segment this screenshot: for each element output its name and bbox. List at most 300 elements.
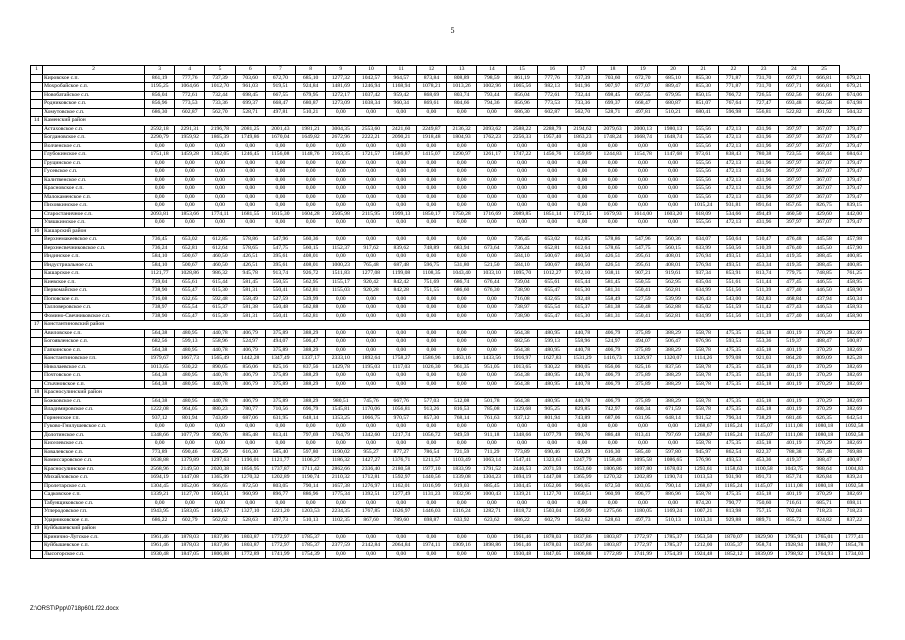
row-number (31, 142, 43, 151)
value-cell: 446,55 (809, 278, 839, 287)
value-cell: 0,00 (598, 185, 628, 194)
value-cell: 558,49 (598, 295, 628, 304)
value-cell: 550,56 (718, 244, 748, 253)
value-cell: 1032,96 (447, 491, 477, 500)
value-cell: 2115,95 (356, 210, 386, 219)
value-cell: 1785,37 (296, 533, 326, 542)
value-cell: 475,35 (718, 440, 748, 449)
value-cell: 521,50 (477, 261, 507, 270)
value-cell: 666,81 (809, 83, 839, 92)
value-cell: 1246,45 (235, 151, 265, 160)
value-cell: 631,95 (265, 414, 295, 423)
value-cell: 1803,87 (235, 533, 265, 542)
value-cell: 2553,60 (356, 125, 386, 134)
value-cell: 1272,17 (326, 91, 356, 100)
value-cell: 1365,99 (205, 474, 235, 483)
value-cell: 736,24 (507, 244, 537, 253)
value-cell: 1012,27 (537, 270, 567, 279)
value-cell: 562,81 (296, 312, 326, 321)
value-cell: 0,00 (447, 304, 477, 313)
value-cell: 793,44 (477, 91, 507, 100)
value-cell: 0,00 (265, 142, 295, 151)
value-cell: 0,00 (356, 346, 386, 355)
value-cell: 576,96 (688, 457, 718, 466)
value-cell: 1247,79 (567, 457, 597, 466)
value-cell: 1627,83 (537, 355, 567, 364)
value-cell: 0,00 (537, 219, 567, 228)
value-cell: 632,65 (175, 295, 205, 304)
row-number (31, 134, 43, 143)
value-cell: 1459,28 (175, 151, 205, 160)
row-number (31, 508, 43, 517)
value-cell: 0,00 (296, 159, 326, 168)
table-row (31, 499, 870, 508)
header-cell: 5 (205, 66, 235, 75)
value-cell: 494,49 (749, 210, 779, 219)
value-cell: 642,54 (839, 414, 869, 423)
settlement-name: Горненское г.п. (43, 414, 145, 423)
value-cell: 1668,74 (628, 134, 658, 143)
value-cell: 857,65 (779, 202, 809, 211)
section-title: Константиновский район (43, 321, 870, 330)
value-cell: 550,41 (628, 312, 658, 321)
value-cell: 1853,66 (175, 210, 205, 219)
value-cell: 716,61 (779, 499, 809, 508)
value-cell: 666,81 (809, 74, 839, 83)
value-cell: 680,41 (688, 108, 718, 117)
value-cell: 388,29 (658, 397, 688, 406)
table-row (31, 83, 870, 92)
value-cell: 2001,43 (265, 125, 295, 134)
value-cell: 1297,63 (205, 457, 235, 466)
value-cell: 773,89 (145, 448, 175, 457)
value-cell: 697,71 (779, 83, 809, 92)
value-cell: 1320,07 (658, 355, 688, 364)
header-cell: 6 (235, 66, 265, 75)
value-cell: 751,69 (416, 278, 446, 287)
value-cell: 1012,70 (205, 83, 235, 92)
table-row (31, 91, 870, 100)
value-cell: 891,64 (749, 202, 779, 211)
value-cell: 440,78 (205, 329, 235, 338)
value-cell: 988,64 (809, 465, 839, 474)
header-cell: 16 (537, 66, 567, 75)
value-cell: 480,95 (537, 380, 567, 389)
value-cell: 773,53 (537, 100, 567, 109)
value-cell: 550,41 (265, 287, 295, 296)
value-cell: 739,04 (145, 278, 175, 287)
value-cell: 761,63 (477, 414, 507, 423)
table-row (31, 338, 870, 347)
value-cell: 0,00 (598, 168, 628, 177)
value-cell: 0,00 (447, 295, 477, 304)
value-cell: 1190,02 (326, 448, 356, 457)
value-cell: 0,00 (507, 219, 537, 228)
value-cell: 937,12 (507, 414, 537, 423)
value-cell: 711,29 (477, 448, 507, 457)
settlement-name: Киевское с.п. (43, 278, 145, 287)
value-cell: 1777,41 (839, 533, 869, 542)
value-cell: 500,67 (175, 253, 205, 262)
value-cell: 1043,75 (779, 465, 809, 474)
value-cell: 0,00 (326, 550, 356, 559)
value-cell: 0,00 (507, 193, 537, 202)
value-cell: 945,97 (688, 448, 718, 457)
value-cell: 1050,51 (205, 491, 235, 500)
value-cell: 370,29 (809, 440, 839, 449)
value-cell: 1156,08 (265, 151, 295, 160)
row-number (31, 431, 43, 440)
header-cell: 24 (779, 66, 809, 75)
value-cell: 556,81 (749, 108, 779, 117)
value-cell: 0,00 (296, 202, 326, 211)
value-cell: 0,00 (416, 423, 446, 432)
value-cell: 768,14 (447, 414, 477, 423)
value-cell: 524,97 (235, 338, 265, 347)
settlement-name: Поповское с.п. (43, 295, 145, 304)
row-number (31, 440, 43, 449)
value-cell: 431,96 (749, 125, 779, 134)
value-cell: 0,00 (145, 219, 175, 228)
value-cell: 891,73 (749, 474, 779, 483)
value-cell: 0,00 (477, 423, 507, 432)
value-cell: 1000,23 (326, 261, 356, 270)
value-cell: 941,96 (567, 83, 597, 92)
value-cell: 426,51 (235, 253, 265, 262)
value-cell: 528,63 (598, 516, 628, 525)
value-cell: 1261,17 (477, 151, 507, 160)
value-cell: 0,00 (326, 168, 356, 177)
settlement-name: Новобатайское с.п. (43, 91, 145, 100)
value-cell: 1326,97 (628, 355, 658, 364)
settlement-name: Лысогорское с.п. (43, 550, 145, 559)
header-cell: 23 (749, 66, 779, 75)
settlement-name: Богоявленское с.п. (43, 338, 145, 347)
value-cell: 816,53 (447, 406, 477, 415)
value-cell: 458,95 (839, 278, 869, 287)
value-cell: 445,50 (809, 244, 839, 253)
value-cell: 864,20 (779, 355, 809, 364)
row-number (31, 304, 43, 313)
value-cell: 655,54 (537, 304, 567, 313)
value-cell: 1376,71 (386, 457, 416, 466)
header-cell: 20 (658, 66, 688, 75)
value-cell: 1221,20 (265, 508, 295, 517)
value-cell: 771,87 (718, 83, 748, 92)
value-cell: 504,32 (839, 108, 869, 117)
value-cell: 1028,86 (175, 270, 205, 279)
value-cell: 2020,38 (205, 465, 235, 474)
value-cell: 2505,98 (326, 210, 356, 219)
value-cell: 0,00 (447, 338, 477, 347)
value-cell: 0,00 (235, 499, 265, 508)
value-cell: 1772,97 (265, 533, 295, 542)
value-cell: 2093,62 (477, 125, 507, 134)
value-cell: 0,00 (416, 142, 446, 151)
value-cell: 597,80 (658, 448, 688, 457)
value-cell: 1199,08 (386, 270, 416, 279)
value-cell: 980,51 (326, 397, 356, 406)
value-cell: 1839,09 (749, 550, 779, 559)
value-cell: 558,78 (688, 346, 718, 355)
value-cell: 1803,87 (235, 542, 265, 551)
value-cell: 576,94 (688, 253, 718, 262)
value-cell: 0,00 (447, 202, 477, 211)
settlement-name: Куйбышевское с.п. (43, 542, 145, 551)
value-cell: 743,89 (205, 414, 235, 423)
value-cell: 1052,06 (537, 482, 567, 491)
settlement-name: Красносулинское г.п. (43, 465, 145, 474)
value-cell: 986,32 (205, 270, 235, 279)
value-cell: 2079,63 (598, 125, 628, 134)
value-cell: 648,14 (296, 414, 326, 423)
value-cell: 472,13 (718, 159, 748, 168)
value-cell: 0,00 (326, 380, 356, 389)
value-cell: 2288,79 (537, 125, 567, 134)
value-cell: 615,37 (205, 304, 235, 313)
value-cell: 375,89 (265, 329, 295, 338)
value-cell: 475,35 (718, 380, 748, 389)
value-cell: 476,40 (779, 244, 809, 253)
value-cell: 679,95 (658, 91, 688, 100)
row-number (31, 193, 43, 202)
section-row (31, 389, 870, 398)
value-cell: 1162,01 (386, 482, 416, 491)
value-cell: 453,34 (749, 261, 779, 270)
value-cell: 0,00 (416, 193, 446, 202)
value-cell: 1586,87 (386, 151, 416, 160)
value-cell: 0,00 (447, 168, 477, 177)
value-cell: 960,34 (386, 100, 416, 109)
value-cell: 564,38 (145, 329, 175, 338)
value-cell: 0,00 (326, 499, 356, 508)
table-row (31, 125, 870, 134)
value-cell: 1762,23 (477, 134, 507, 143)
value-cell: 584,10 (507, 261, 537, 270)
value-cell: 0,00 (296, 185, 326, 194)
value-cell: 547,96 (265, 236, 295, 245)
value-cell: 497,81 (628, 108, 658, 117)
value-cell: 1898,86 (477, 542, 507, 551)
value-cell: 0,00 (326, 236, 356, 245)
settlement-name: Табунщиковское с.п. (43, 499, 145, 508)
header-cell: 18 (598, 66, 628, 75)
value-cell: 419,35 (779, 261, 809, 270)
value-cell: 440,78 (567, 397, 597, 406)
value-cell: 1442,28 (235, 355, 265, 364)
value-cell: 673,64 (477, 244, 507, 253)
value-cell: 803,05 (628, 482, 658, 491)
value-cell: 370,29 (809, 372, 839, 381)
value-cell: 710,56 (265, 406, 295, 415)
value-cell: 1148,76 (296, 151, 326, 160)
settlement-name: Владимировское с.п. (43, 406, 145, 415)
value-cell: 555,56 (688, 142, 718, 151)
value-cell: 966,65 (205, 482, 235, 491)
value-cell: 1114,26 (688, 355, 718, 364)
value-cell: 886,48 (598, 431, 628, 440)
value-cell: 634,99 (688, 312, 718, 321)
table-row (31, 219, 870, 228)
value-cell: 551,59 (718, 304, 748, 313)
value-cell: 0,00 (416, 372, 446, 381)
value-cell: 1080,18 (809, 482, 839, 491)
value-cell: 480,95 (537, 372, 567, 381)
value-cell: 813,41 (265, 431, 295, 440)
value-cell: 406,79 (235, 329, 265, 338)
value-cell: 1170,06 (356, 406, 386, 415)
value-cell: 0,00 (567, 423, 597, 432)
row-number (31, 159, 43, 168)
value-cell: 655,54 (175, 304, 205, 313)
value-cell: 0,00 (145, 202, 175, 211)
value-cell: 375,89 (628, 372, 658, 381)
row-number: 14 (31, 117, 43, 126)
row-number (31, 185, 43, 194)
value-cell: 780,77 (235, 406, 265, 415)
row-number (31, 406, 43, 415)
table-row (31, 329, 870, 338)
value-cell: 0,00 (205, 440, 235, 449)
value-cell: 500,67 (537, 261, 567, 270)
value-cell: 790,14 (296, 482, 326, 491)
value-cell: 676,44 (477, 278, 507, 287)
value-cell: 564,38 (507, 346, 537, 355)
value-cell: 1013,65 (145, 363, 175, 372)
section-title: Куйбышевский район (43, 525, 870, 534)
value-cell: 896,77 (265, 491, 295, 500)
value-cell: 777,76 (537, 74, 567, 83)
value-cell: 2110,32 (326, 474, 356, 483)
value-cell: 615,30 (205, 312, 235, 321)
value-cell: 0,00 (386, 550, 416, 559)
value-cell: 1066,75 (356, 414, 386, 423)
value-cell: 674,06 (839, 91, 869, 100)
value-cell: 1888,77 (809, 542, 839, 551)
value-cell: 440,78 (205, 372, 235, 381)
value-cell: 388,45 (809, 253, 839, 262)
value-cell: 655,61 (537, 278, 567, 287)
value-cell: 0,00 (507, 440, 537, 449)
value-cell: 0,00 (567, 219, 597, 228)
value-cell: 1870,07 (718, 533, 748, 542)
value-cell: 1977,10 (416, 465, 446, 474)
settlement-name: Гуково-Гнилушевское с.п. (43, 423, 145, 432)
value-cell: 0,00 (145, 159, 175, 168)
value-cell: 1592,97 (386, 474, 416, 483)
value-cell: 703,60 (235, 74, 265, 83)
value-cell: 500,87 (839, 338, 869, 347)
value-cell: 979,08 (718, 355, 748, 364)
value-cell: 578,65 (598, 244, 628, 253)
row-number (31, 423, 43, 432)
value-cell: 551,56 (718, 287, 748, 296)
value-cell: 0,00 (356, 533, 386, 542)
value-cell: 581,45 (235, 278, 265, 287)
table-row (31, 185, 870, 194)
settlement-name: Кринично-Лугское с.п. (43, 533, 145, 542)
value-cell: 907,21 (628, 270, 658, 279)
value-cell: 0,00 (416, 346, 446, 355)
value-cell: 618,09 (688, 210, 718, 219)
value-cell: 0,00 (356, 338, 386, 347)
value-cell: 0,00 (477, 176, 507, 185)
value-cell: 960,99 (598, 491, 628, 500)
value-cell: 1767,85 (356, 508, 386, 517)
value-cell: 555,56 (688, 168, 718, 177)
value-cell: 0,00 (386, 329, 416, 338)
value-cell: 1806,88 (567, 550, 597, 559)
value-cell: 460,50 (779, 210, 809, 219)
value-cell: 0,00 (265, 440, 295, 449)
value-cell: 668,44 (809, 151, 839, 160)
value-cell: 375,89 (628, 346, 658, 355)
value-cell: 2249,87 (416, 125, 446, 134)
value-cell: 1953,50 (688, 533, 718, 542)
value-cell: 716,08 (507, 295, 537, 304)
value-cell: 826,84 (809, 474, 839, 483)
value-cell: 924,84 (296, 83, 326, 92)
value-cell: 961,35 (447, 363, 477, 372)
value-cell: 855,30 (688, 74, 718, 83)
value-cell: 964,57 (386, 74, 416, 83)
value-cell: 395,61 (265, 261, 295, 270)
value-cell: 488,47 (809, 338, 839, 347)
value-cell: 1169,24 (658, 508, 688, 517)
value-cell: 0,00 (356, 185, 386, 194)
value-cell: 766,72 (718, 91, 748, 100)
row-number (31, 542, 43, 551)
value-cell: 426,51 (235, 261, 265, 270)
value-cell: 0,00 (447, 236, 477, 245)
value-cell: 562,95 (658, 278, 688, 287)
value-cell: 825,16 (265, 363, 295, 372)
value-cell: 558,78 (688, 329, 718, 338)
value-cell: 445,58 (809, 236, 839, 245)
value-cell: 990,76 (205, 431, 235, 440)
value-cell: 731,70 (749, 83, 779, 92)
value-cell: 367,07 (809, 176, 839, 185)
value-cell: 400,85 (839, 261, 869, 270)
value-cell: 1798,92 (779, 550, 809, 559)
value-cell: 1754,39 (658, 550, 688, 559)
document-path-footer: Z:\ORST\Ppp\0718p601.f22.docx (30, 606, 119, 612)
value-cell: 1416,73 (598, 355, 628, 364)
value-cell: 1649,82 (296, 134, 326, 143)
value-cell: 477,45 (779, 278, 809, 287)
value-cell: 388,29 (658, 380, 688, 389)
value-cell: 511,39 (749, 312, 779, 321)
value-cell: 0,00 (235, 159, 265, 168)
value-cell: 655,47 (537, 312, 567, 321)
value-cell: 1158,63 (718, 465, 748, 474)
value-cell: 1614,00 (628, 210, 658, 219)
table-row (31, 278, 870, 287)
value-cell: 1043,40 (447, 270, 477, 279)
value-cell: 0,00 (507, 176, 537, 185)
value-cell: 0,00 (356, 372, 386, 381)
value-cell: 560,15 (296, 244, 326, 253)
row-number (31, 176, 43, 185)
table-row (31, 465, 870, 474)
value-cell: 0,00 (326, 338, 356, 347)
value-cell: 822,37 (749, 448, 779, 457)
row-number (31, 236, 43, 245)
value-cell: 1803,87 (598, 542, 628, 551)
value-cell: 809,09 (809, 355, 839, 364)
value-cell: 0,00 (477, 108, 507, 117)
value-cell: 1957,40 (537, 134, 567, 143)
